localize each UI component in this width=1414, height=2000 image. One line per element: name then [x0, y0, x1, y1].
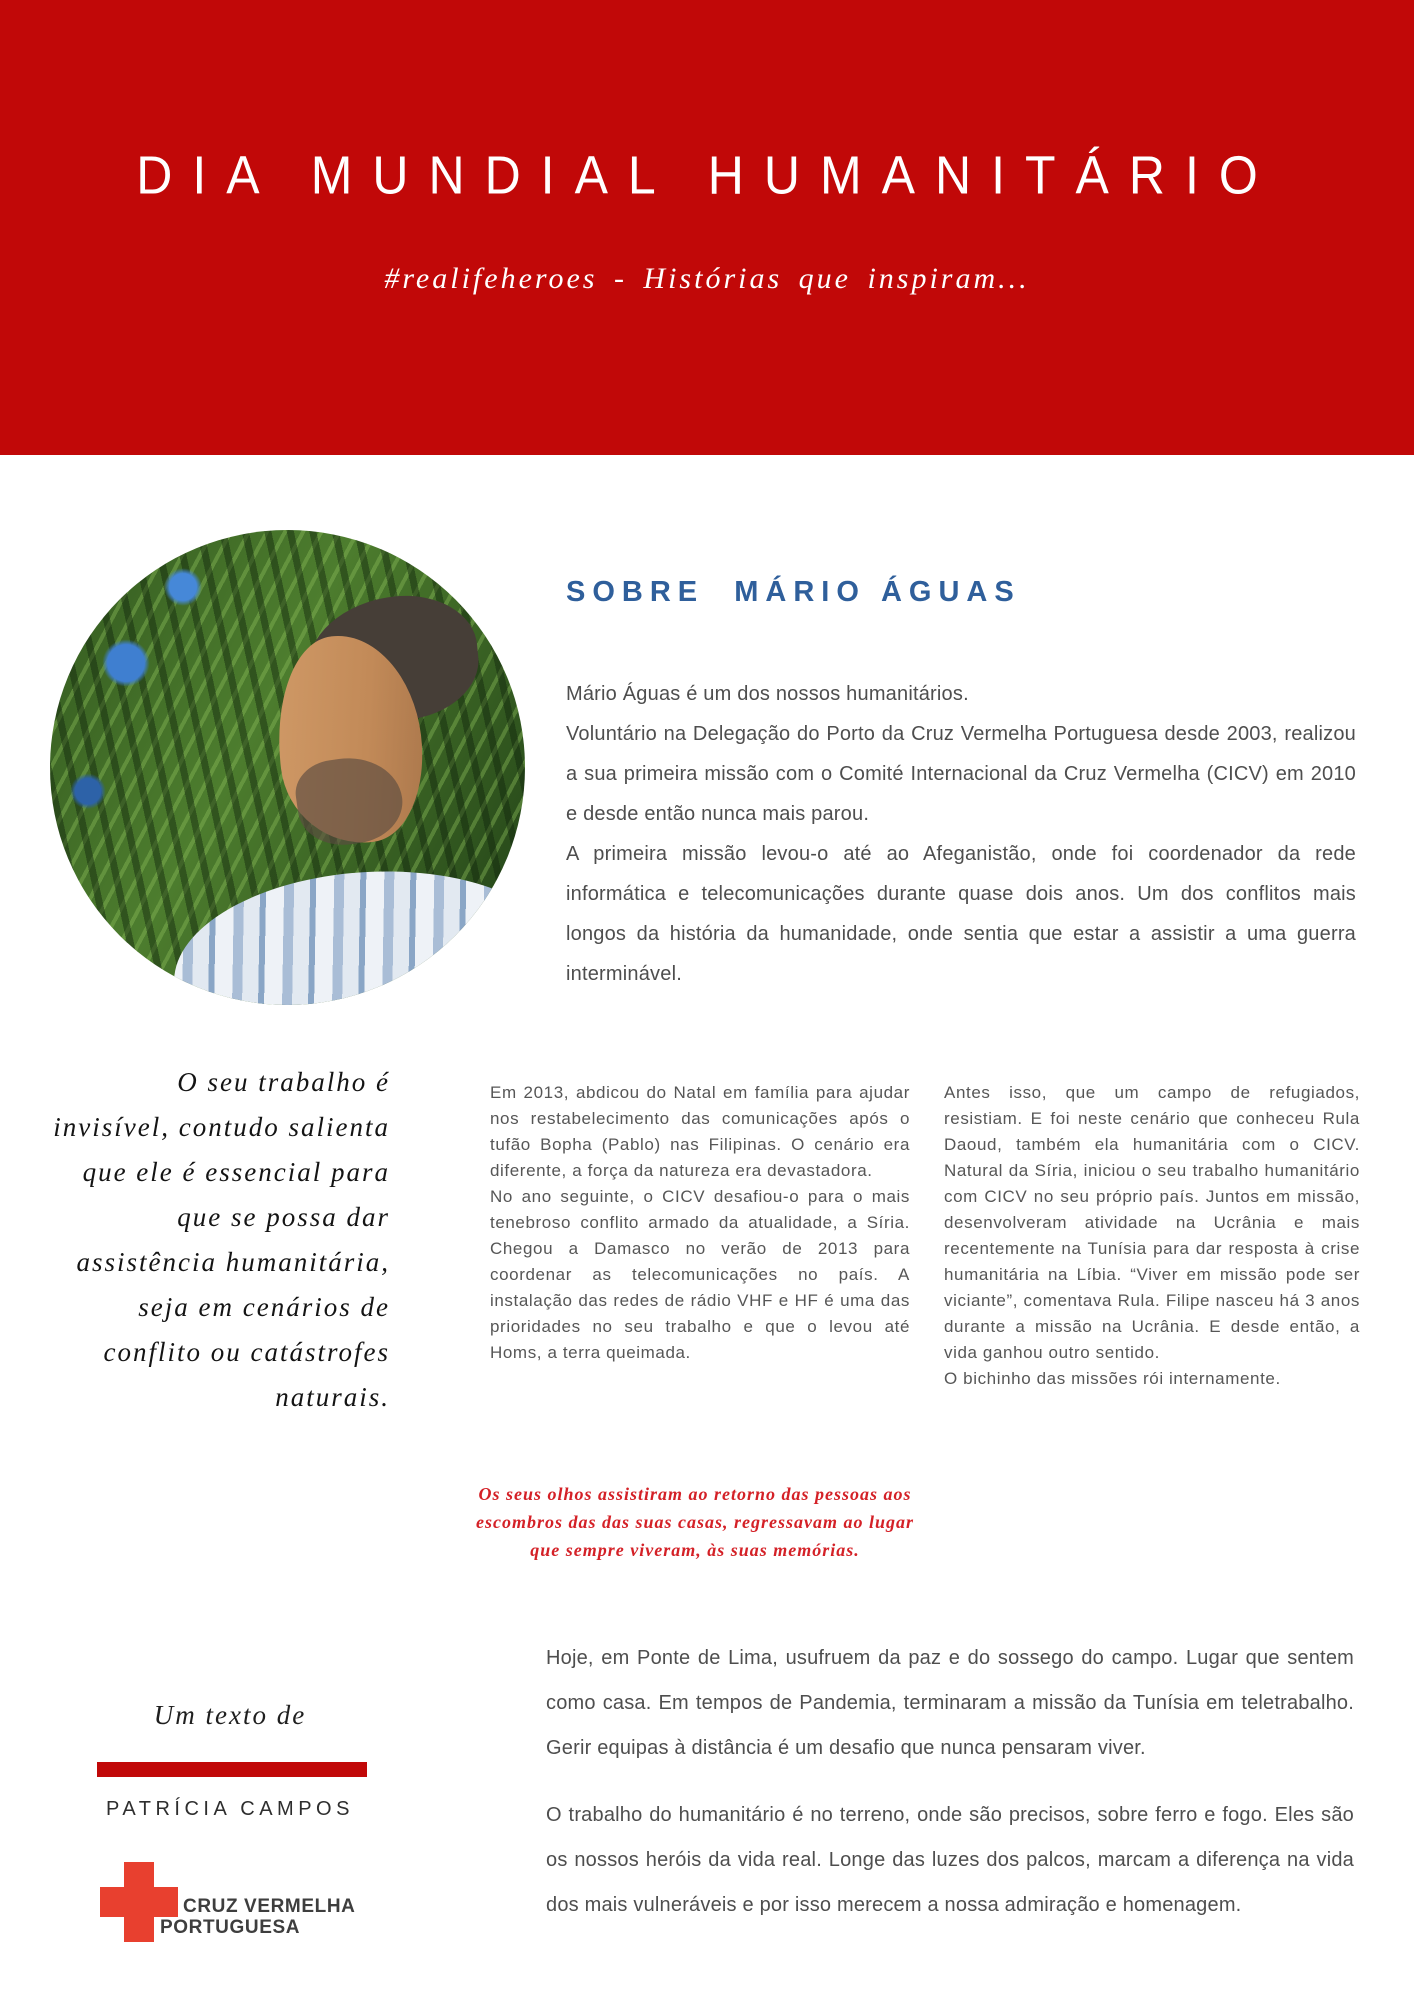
about-paragraph: Mário Águas é um dos nossos humanitários.: [566, 683, 969, 705]
red-quote: Os seus olhos assistiram ao retorno das pessoas aos escombros das das suas casas, regressavam ao lugar que sempre viveram, às suas memórias.: [475, 1484, 915, 1560]
column-paragraph: No ano seguinte, o CICV desafiou-o para o mais tenebroso conflito armado da atualidade, a Síria. Chegou a Damasco no verão de 2013 para coordenar as telecomunicações no país. A instalação das redes de rádio VHF e HF é uma das prioridades no seu trabalho e que o levou até Homs, a terra queimada.: [490, 1187, 910, 1362]
logo-line1: CRUZ VERMELHA: [183, 1896, 356, 1917]
page-title: DIA MUNDIAL HUMANITÁRIO: [136, 144, 1278, 206]
byline-author: PATRÍCIA CAMPOS: [106, 1798, 354, 1820]
column-paragraph: Em 2013, abdicou do Natal em família para ajudar nos restabelecimento das comunicações após o tufão Bopha (Pablo) nas Filipinas. O cenário era diferente, a força da natureza era devastadora.: [490, 1083, 910, 1180]
logo-line2: PORTUGUESA: [160, 1917, 301, 1938]
column-right: [944, 1080, 1360, 1392]
pull-quote: O seu trabalho é invisível, contudo salienta que ele é essencial para que se possa dar assistência humanitária, seja em cenários de conflito ou catástrofes naturais.: [53, 1067, 390, 1412]
closing-paragraph: O trabalho do humanitário é no terreno, onde são precisos, sobre ferro e fogo. Eles são os nossos heróis da vida real. Longe das luzes dos palcos, marcam a diferença na vida dos mais vulneráveis e por isso merecem a nossa admiração e homenagem.: [546, 1804, 1354, 1916]
logo-text: [88, 1896, 355, 1938]
header-banner: [0, 0, 1414, 455]
about-text-block: [566, 674, 1356, 994]
photo-shirt-shape: [166, 855, 525, 1005]
closing-paragraph: Hoje, em Ponte de Lima, usufruem da paz e do sossego do campo. Lugar que sentem como casa. Em tempos de Pandemia, terminaram a missão da Tunísia em teletrabalho. Gerir equipas à distância é um desafio que nunca pensaram viver.: [546, 1647, 1354, 1759]
profile-photo: [50, 530, 525, 1005]
section-heading: SOBRE MÁRIO ÁGUAS: [566, 576, 1021, 608]
column-paragraph: Antes isso, que um campo de refugiados, resistiam. E foi neste cenário que conheceu Rula Daoud, também ela humanitária com o CICV. Natural da Síria, iniciou o seu trabalho humanitário com CICV no seu próprio país. Juntos em missão, desenvolveram atividade na Ucrânia e mais recentemente na Tunísia para dar resposta à crise humanitária na Líbia. “Viver em missão pode ser viciante”, comentava Rula. Filipe nasceu há 3 anos durante a missão na Ucrânia. E desde então, a vida ganhou outro sentido.: [944, 1083, 1360, 1362]
about-paragraph: A primeira missão levou-o até ao Afeganistão, onde foi coordenador da rede informática e telecomunicações durante quase dois anos. Um dos conflitos mais longos da história da humanidade, onde sentia que estar a assistir a uma guerra interminável.: [566, 843, 1356, 985]
byline-divider: [97, 1762, 367, 1777]
cruz-vermelha-logo: [88, 1850, 388, 1962]
column-left: [490, 1080, 910, 1366]
about-paragraph: Voluntário na Delegação do Porto da Cruz Vermelha Portuguesa desde 2003, realizou a sua primeira missão com o Comité Internacional da Cruz Vermelha (CICV) em 2010 e desde então nunca mais parou.: [566, 723, 1356, 825]
page-subtitle: #realifeheroes - Histórias que inspiram...: [384, 262, 1030, 295]
byline-label: Um texto de: [153, 1700, 307, 1730]
closing-text-block: [546, 1636, 1354, 1928]
column-paragraph: O bichinho das missões rói internamente.: [944, 1369, 1281, 1388]
